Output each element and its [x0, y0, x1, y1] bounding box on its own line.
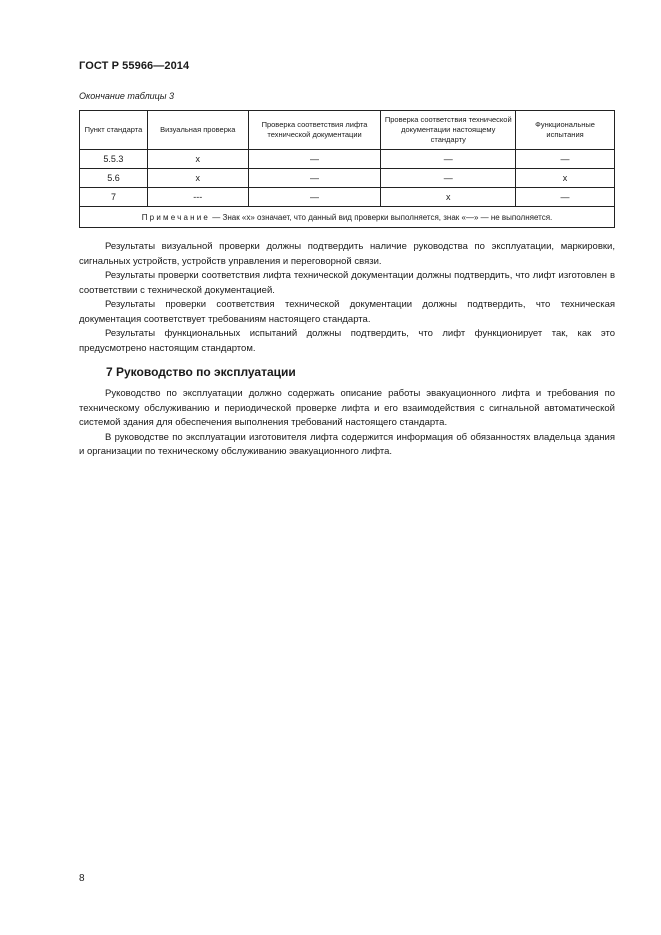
column-header: Проверка соответствия лифта технической документации	[248, 111, 381, 150]
table-cell: х	[147, 150, 248, 169]
paragraph: В руководстве по эксплуатации изготовителя лифта содержится информация об обязанностях владельца здания и организации по техническому обслуживанию эвакуационного лифта.	[79, 431, 615, 457]
table-cell: —	[248, 150, 381, 169]
table-cell: —	[248, 188, 381, 207]
note-label: Примечание	[141, 212, 211, 222]
table-cell: ---	[147, 188, 248, 207]
table-note-row	[80, 207, 615, 228]
note-text: — Знак «х» означает, что данный вид проверки выполняется, знак «—» — не выполняется.	[210, 212, 553, 222]
table-cell: 7	[80, 188, 148, 207]
table-cell: 5.5.3	[80, 150, 148, 169]
table-row	[80, 150, 615, 169]
table-cell: х	[381, 188, 516, 207]
table-header-row	[80, 111, 615, 150]
section-heading: 7 Руководство по эксплуатации	[106, 365, 296, 379]
table-cell: —	[516, 150, 615, 169]
table-row	[80, 188, 615, 207]
table-row	[80, 169, 615, 188]
section-paragraphs	[79, 387, 615, 460]
paragraph: Результаты проверки соответствия лифта технической документации должны подтвердить, что лифт изготовлен в соответствии с технической документацией.	[79, 270, 615, 296]
table-cell: х	[516, 169, 615, 188]
page-number: 8	[79, 873, 85, 884]
results-paragraphs	[79, 240, 615, 356]
table-cell: —	[516, 188, 615, 207]
table-cell: —	[381, 169, 516, 188]
paragraph: Результаты функциональных испытаний должны подтвердить, что лифт функционирует так, как это предусмотрено настоящим стандартом.	[79, 328, 615, 354]
table-cell: —	[248, 169, 381, 188]
table-cell: 5.6	[80, 169, 148, 188]
table-caption: Окончание таблицы 3	[79, 91, 174, 101]
column-header: Визуальная проверка	[147, 111, 248, 150]
table-note	[80, 207, 615, 228]
table-cell: х	[147, 169, 248, 188]
table-cell: —	[381, 150, 516, 169]
verification-table	[79, 110, 615, 228]
paragraph: Результаты проверки соответствия технической документации должны подтвердить, что техническая документация соответствует требованиям настоящего стандарта.	[79, 299, 615, 325]
paragraph: Руководство по эксплуатации должно содержать описание работы эвакуационного лифта и требования по техническому обслуживанию и периодической проверке лифта и его взаимодействия с сигнальной автоматической системой здания для обеспечения выполнения требований настоящего стандарта.	[79, 388, 615, 428]
column-header: Пункт стандарта	[80, 111, 148, 150]
column-header: Проверка соответствия технической документации настоящему стандарту	[381, 111, 516, 150]
column-header: Функциональные испытания	[516, 111, 615, 150]
document-header: ГОСТ Р 55966—2014	[79, 60, 190, 72]
paragraph: Результаты визуальной проверки должны подтвердить наличие руководства по эксплуатации, маркировки, сигнальных устройств, устройств управления и переговорной связи.	[79, 241, 615, 267]
